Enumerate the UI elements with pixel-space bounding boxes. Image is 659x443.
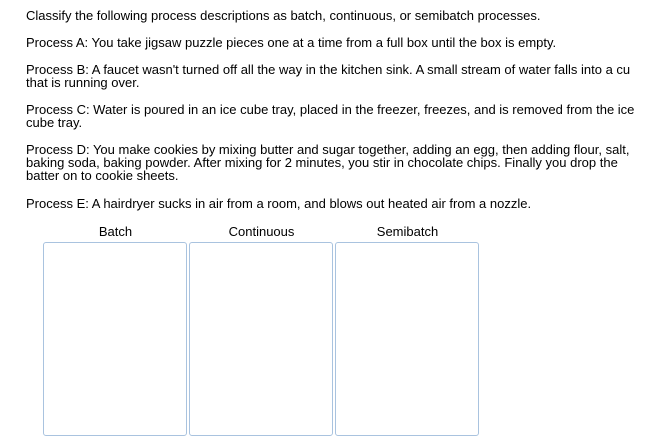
continuous-column-header: Continuous [228, 224, 295, 239]
semibatch-column-header: Semibatch [376, 224, 439, 239]
process-d-line-3: batter on to cookie sheets. [26, 168, 179, 183]
instructions-text: Classify the following process descriptions as batch, continuous, or semibatch processes. [26, 8, 541, 23]
process-b-line-1: Process B: A faucet wasn't turned off all the way in the kitchen sink. A small stream of water falls into a cu [26, 62, 631, 77]
process-c-line-2: cube tray. [26, 115, 83, 130]
process-d-line-2: baking soda, baking powder. After mixing for 2 minutes, you stir in chocolate chips. Finally you drop the [26, 155, 618, 170]
process-e-line-1: Process E: A hairdryer sucks in air from a room, and blows out heated air from a nozzle. [26, 196, 532, 211]
semibatch-drop-zone[interactable] [335, 242, 479, 436]
process-a-description [26, 36, 556, 49]
process-d-line-1: Process D: You make cookies by mixing butter and sugar together, adding an egg, then adding flour, salt, [26, 142, 630, 157]
process-b-description [26, 63, 630, 89]
batch-column-header: Batch [98, 224, 133, 239]
process-c-description [26, 103, 634, 129]
process-d-description [26, 143, 629, 182]
process-e-description [26, 197, 531, 210]
process-b-line-2: that is running over. [26, 75, 140, 90]
continuous-drop-zone[interactable] [189, 242, 333, 436]
process-c-line-1: Process C: Water is poured in an ice cube tray, placed in the freezer, freezes, and is removed from the ice [26, 102, 635, 117]
batch-drop-zone[interactable] [43, 242, 187, 436]
process-a-line-1: Process A: You take jigsaw puzzle pieces one at a time from a full box until the box is empty. [26, 35, 557, 50]
